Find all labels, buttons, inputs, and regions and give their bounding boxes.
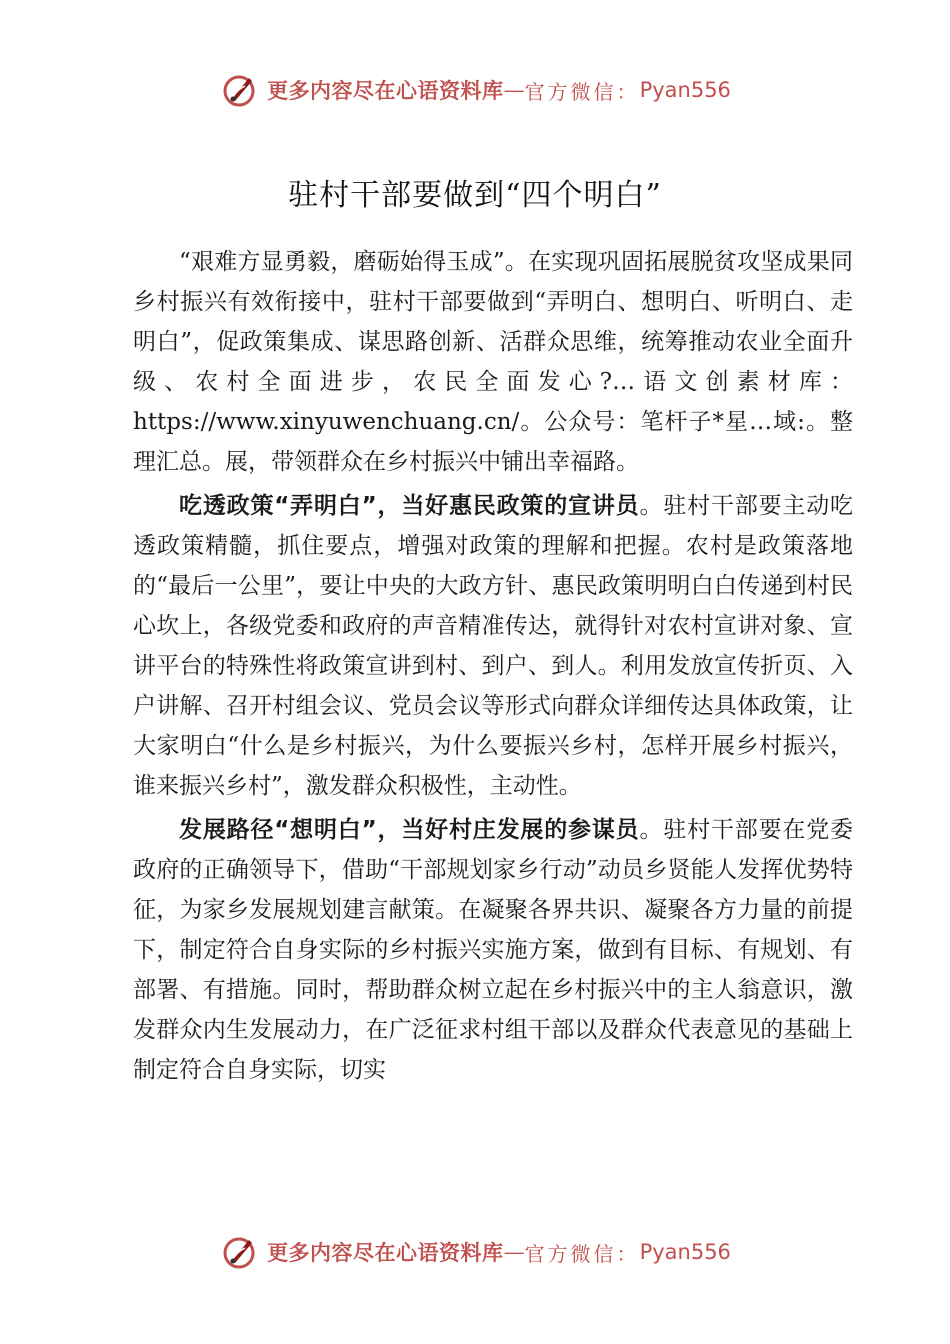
paragraph-lead: 发展路径“想明白”，当好村庄发展的参谋员 [179, 817, 640, 843]
quill-pen-logo-icon [219, 70, 259, 110]
banner-wechat-id: Pyan556 [639, 78, 731, 102]
paragraph-text: 。驻村干部要主动吃透政策精髓，抓住要点，增强对政策的理解和把握。农村是政策落地的“最后一公里”，要让中央的大政方针、惠民政策明明白白传递到村民心坎上，各级党委和政府的声音精准传达，就得针对农村宣讲对象、宣讲平台的特殊性将政策宣讲到村、到户、到人。利用发放宣传折页、入户讲解、召开村组会议、党员会议等形式向群众详细传达具体政策，让大家明白“什么是乡村振兴，为什么要振兴乡村，怎样开展乡村振兴，谁来振兴乡村”，激发群众积极性，主动性。 [133, 493, 854, 799]
paragraph-intro [133, 242, 853, 482]
header-banner [0, 70, 950, 110]
paragraph-text: 。驻村干部要在党委政府的正确领导下，借助“干部规划家乡行动”动员乡贤能人发挥优势特征，为家乡发展规划建言献策。在凝聚各界共识、凝聚各方力量的前提下，制定符合自身实际的乡村振兴实施方案，做到有目标、有规划、有部署、有措施。同时，帮助群众树立起在乡村振兴中的主人翁意识，激发群众内生发展动力，在广泛征求村组干部以及群众代表意见的基础上制定符合自身实际，切实 [133, 817, 854, 1083]
paragraph-policy [133, 486, 853, 806]
banner-text: 更多内容尽在心语资料库 [267, 78, 504, 103]
paragraph-text: “艰难方显勇毅，磨砺始得玉成”。在实现巩固拓展脱贫攻坚成果同乡村振兴有效衔接中，驻村干部要做到“弄明白、想明白、听明白、走明白”，促政策集成、谋思路创新、活群众思维，统筹推动农业全面升级、农村全面进步，农民全面发心?…语文创素材库：https://www.xinyuwenchuang.cn/。公众号：笔杆子*星…域:。整理汇总。展，带领群众在乡村振兴中铺出幸福路。 [133, 249, 853, 475]
page-title: 驻村干部要做到“四个明白” [288, 178, 662, 213]
banner-wechat-id: Pyan556 [639, 1240, 731, 1264]
quill-pen-logo-icon [219, 1232, 259, 1272]
banner-wechat-label: 官方微信： [524, 79, 640, 104]
banner-separator: — [503, 78, 525, 102]
banner-text: 更多内容尽在心语资料库 [267, 1240, 504, 1265]
footer-banner [0, 1232, 950, 1272]
banner-wechat-label: 官方微信： [524, 1241, 640, 1266]
paragraph-lead: 吃透政策“弄明白”，当好惠民政策的宣讲员 [179, 493, 640, 519]
banner-separator: — [503, 1240, 525, 1264]
paragraph-development [133, 810, 853, 1090]
article-body [133, 242, 853, 1090]
